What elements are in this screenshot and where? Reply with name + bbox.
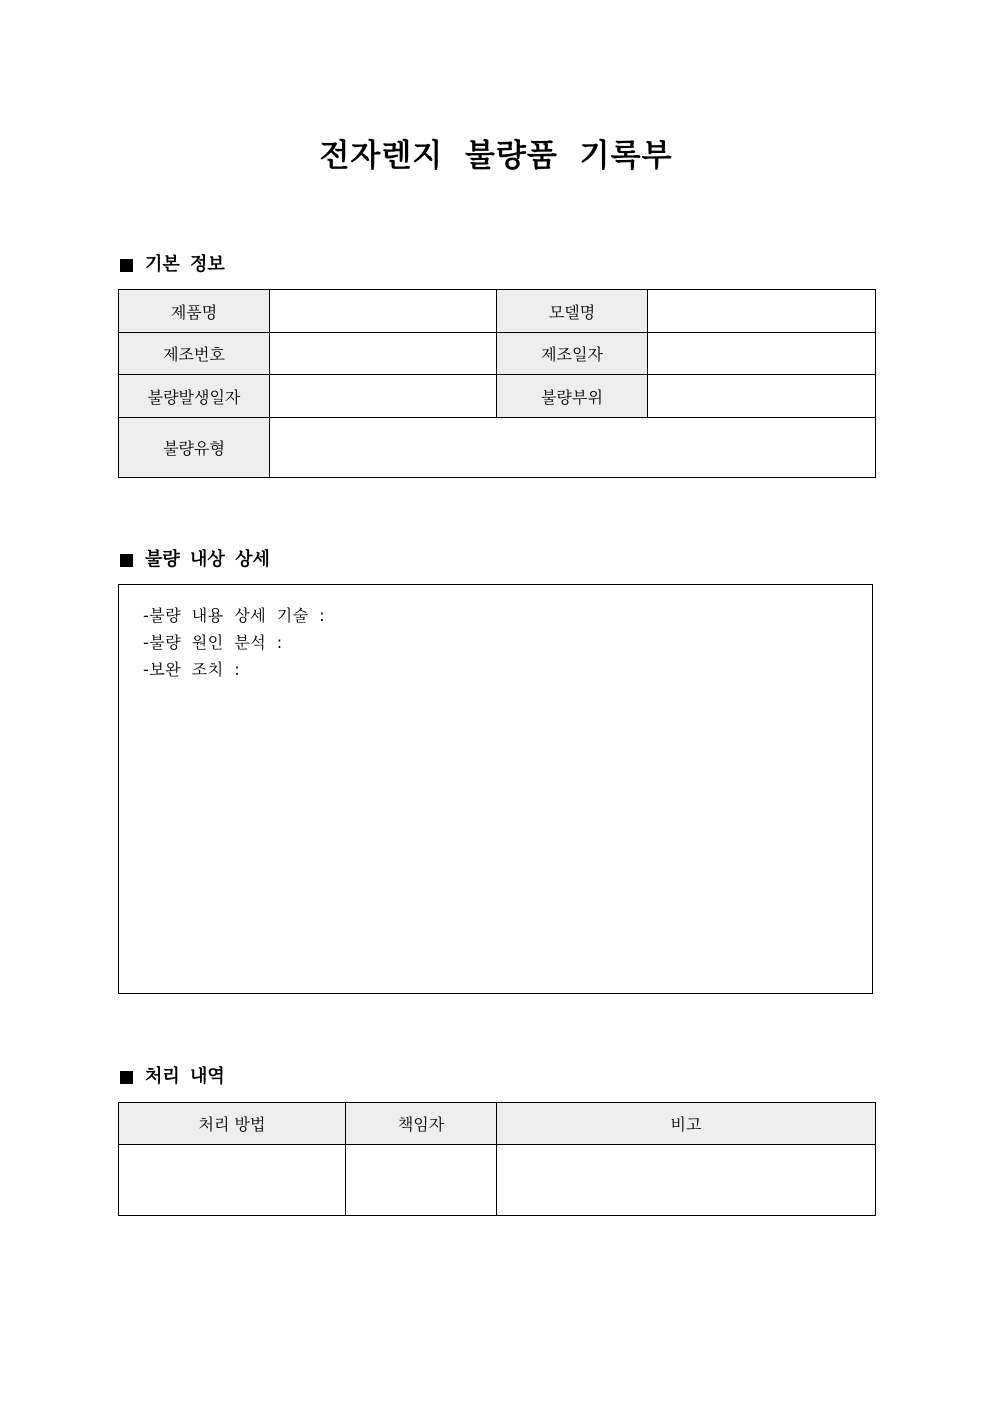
serial-number-label: 제조번호 [119, 333, 270, 375]
product-name-field[interactable] [270, 290, 497, 333]
corrective-action-line: -보완 조치 : [143, 660, 241, 679]
method-field[interactable] [119, 1145, 346, 1216]
defect-type-field[interactable] [270, 418, 876, 478]
manufacture-date-field[interactable] [648, 333, 876, 375]
column-header-person: 책임자 [346, 1103, 497, 1145]
square-bullet-icon [120, 259, 133, 272]
processing-table [118, 1102, 876, 1216]
section-heading-defect-detail [118, 548, 270, 572]
manufacture-date-label: 제조일자 [497, 333, 648, 375]
note-field[interactable] [497, 1145, 876, 1216]
defect-date-field[interactable] [270, 375, 497, 418]
table-header-row [119, 1103, 876, 1145]
column-header-note: 비고 [497, 1103, 876, 1145]
person-field[interactable] [346, 1145, 497, 1216]
defect-part-label: 불량부위 [497, 375, 648, 418]
table-row [119, 1145, 876, 1216]
section-heading-label: 처리 내역 [145, 1066, 225, 1087]
table-row [119, 375, 876, 418]
model-name-label: 모델명 [497, 290, 648, 333]
square-bullet-icon [120, 554, 133, 567]
defect-description-line: -불량 내용 상세 기술 : [143, 606, 326, 625]
table-row [119, 418, 876, 478]
section-heading-label: 기본 정보 [145, 254, 225, 275]
model-name-field[interactable] [648, 290, 876, 333]
defect-detail-box[interactable] [118, 584, 873, 994]
serial-number-field[interactable] [270, 333, 497, 375]
square-bullet-icon [120, 1071, 133, 1084]
defect-date-label: 불량발생일자 [119, 375, 270, 418]
column-header-method: 처리 방법 [119, 1103, 346, 1145]
table-row [119, 290, 876, 333]
defect-type-label: 불량유형 [119, 418, 270, 478]
basic-info-table [118, 289, 876, 478]
product-name-label: 제품명 [119, 290, 270, 333]
document-title: 전자렌지 불량품 기록부 [319, 138, 673, 174]
defect-cause-line: -불량 원인 분석 : [143, 633, 283, 652]
section-heading-basic-info [118, 253, 225, 277]
table-row [119, 333, 876, 375]
section-heading-processing [118, 1065, 225, 1089]
defect-part-field[interactable] [648, 375, 876, 418]
section-heading-label: 불량 내상 상세 [145, 549, 270, 570]
